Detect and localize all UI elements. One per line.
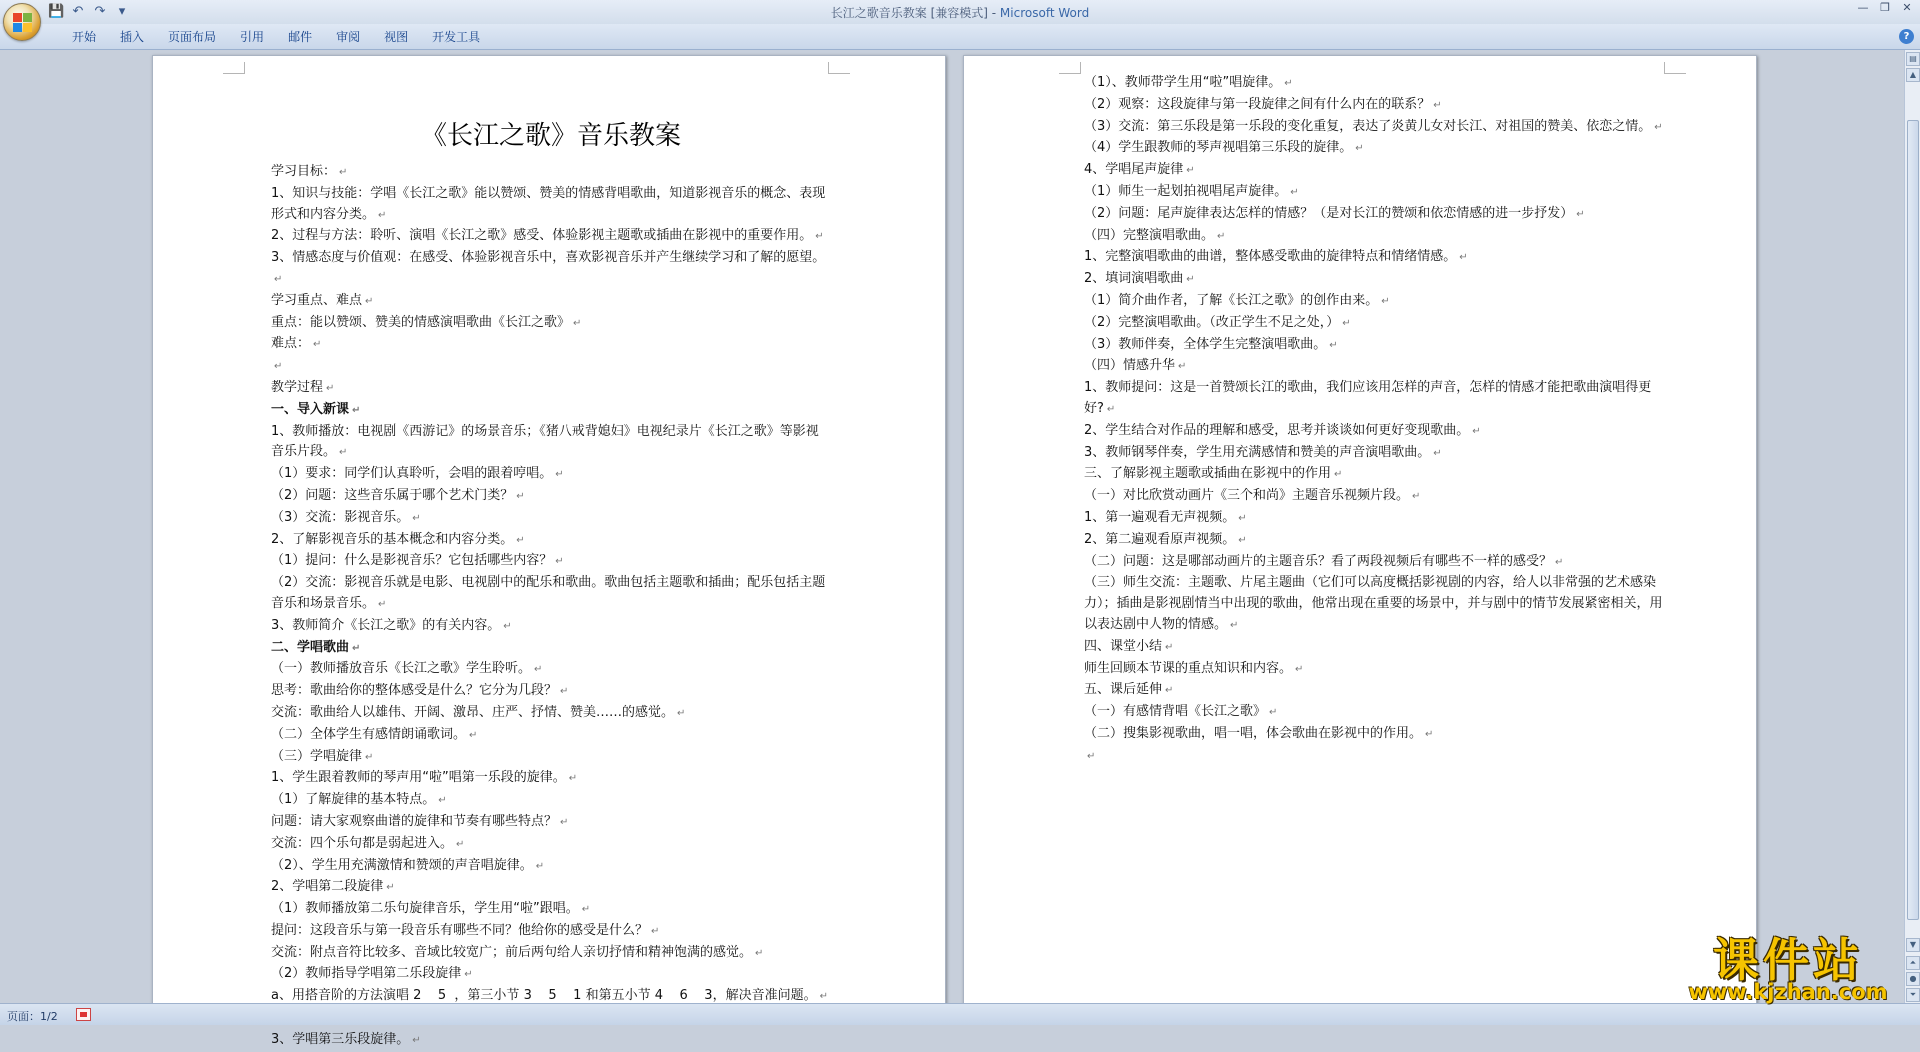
paragraph-mark-icon: ↵ <box>534 664 543 676</box>
paragraph <box>1084 637 1664 659</box>
paragraph <box>1084 724 1664 746</box>
paragraph <box>1084 702 1664 724</box>
paragraph-mark-icon: ↵ <box>1295 663 1304 675</box>
page-indicator[interactable]: 页面：1/2 <box>7 1010 58 1023</box>
margin-mark <box>223 62 245 74</box>
paragraph <box>1084 117 1664 139</box>
watermark-url: www.kjzhan.com <box>1688 980 1888 1004</box>
paragraph-text: 教学过程 <box>271 379 324 395</box>
paragraph-text: 交流：四个乐句都是弱起进入。 <box>271 835 454 851</box>
paragraph-text: 二、学唱歌曲 <box>271 639 350 655</box>
paragraph-text: 2、填词演唱歌曲 <box>1084 271 1184 287</box>
paragraph-mark-icon: ↵ <box>274 273 283 285</box>
paragraph-mark-icon: ↵ <box>516 534 525 546</box>
paragraph-text: a、用搭音阶的方法演唱 2 5 ，第三小节 3 5 1 和第五小节 4 6 3，解决音准问题。 <box>271 988 817 1004</box>
paragraph <box>271 530 831 552</box>
select-browse-object-icon[interactable]: ● <box>1906 972 1920 986</box>
customize-icon[interactable]: ▾ <box>118 4 126 19</box>
paragraph <box>271 877 831 899</box>
paragraph <box>271 681 831 703</box>
paragraph <box>271 856 831 878</box>
paragraph-mark-icon: ↵ <box>378 209 387 221</box>
paragraph <box>1084 573 1664 636</box>
proofing-icon[interactable] <box>76 1008 91 1021</box>
paragraph <box>271 162 831 184</box>
paragraph <box>1084 160 1664 182</box>
paragraph-text: 2、学生结合对作品的理解和感受，思考并谈谈如何更好变现歌曲。 <box>1084 422 1470 438</box>
paragraph <box>1084 421 1664 443</box>
paragraph-mark-icon: ↵ <box>365 295 374 307</box>
ribbon <box>0 24 1920 50</box>
paragraph-mark-icon: ↵ <box>1165 641 1174 653</box>
paragraph-text: （3）交流：第三乐段是第一乐段的变化重复，表达了炎黄儿女对长江、对祖国的赞美、依恋之情。 <box>1084 118 1652 134</box>
paragraph-mark-icon: ↵ <box>412 512 421 524</box>
tab-mailings[interactable]: 邮件 <box>288 30 313 44</box>
paragraph-text: 3、教师简介《长江之歌》的有关内容。 <box>271 617 501 633</box>
paragraph-mark-icon: ↵ <box>555 469 564 481</box>
paragraph-text: 4、学唱尾声旋律 <box>1084 162 1184 178</box>
paragraph-mark-icon: ↵ <box>1178 361 1187 373</box>
tab-developer[interactable]: 开发工具 <box>432 30 481 44</box>
paragraph <box>1084 247 1664 269</box>
vertical-scrollbar[interactable] <box>1904 50 1920 1003</box>
tab-review[interactable]: 审阅 <box>336 30 361 44</box>
paragraph-mark-icon: ↵ <box>352 404 361 416</box>
paragraph-mark-icon: ↵ <box>1425 728 1434 740</box>
paragraph <box>1084 335 1664 357</box>
paragraph-mark-icon: ↵ <box>1381 295 1390 307</box>
paragraph-mark-icon: ↵ <box>412 1034 421 1046</box>
paragraph <box>271 1030 831 1052</box>
paragraph-text: 1、教师播放：电视剧《西游记》的场景音乐；《猪八戒背媳妇》电视纪录片《长江之歌》等影视音乐片段。 <box>271 423 819 460</box>
paragraph-text: 1、知识与技能：学唱《长江之歌》能以赞颂、赞美的情感背唱歌曲，知道影视音乐的概念、表现形式和内容分类。 <box>271 185 826 222</box>
tab-page-layout[interactable]: 页面布局 <box>168 30 217 44</box>
paragraph-text: 三、了解影视主题歌或插曲在影视中的作用 <box>1084 466 1332 482</box>
paragraph <box>271 964 831 986</box>
paragraph-text: （1）了解旋律的基本特点。 <box>271 792 436 808</box>
status-bar <box>0 1003 1920 1025</box>
paragraph-text: （2）问题：尾声旋律表达怎样的情感？（是对长江的赞颂和依恋情感的进一步抒发） <box>1084 205 1574 221</box>
page-2-body <box>1084 73 1664 768</box>
paragraph-mark-icon: ↵ <box>1433 447 1442 459</box>
paragraph-mark-icon: ↵ <box>1284 78 1293 89</box>
paragraph <box>271 573 831 616</box>
paragraph-text: 3、学唱第三乐段旋律。 <box>271 1031 410 1047</box>
undo-icon[interactable]: ↶ <box>72 4 84 19</box>
paragraph-mark-icon: ↵ <box>1576 208 1585 220</box>
paragraph <box>1084 464 1664 486</box>
paragraph <box>1084 226 1664 248</box>
paragraph-text: 四、课堂小结 <box>1084 638 1163 654</box>
paragraph-mark-icon: ↵ <box>469 729 478 741</box>
paragraph <box>1084 356 1664 378</box>
paragraph-mark-icon: ↵ <box>339 167 348 178</box>
document-page-1[interactable] <box>152 55 946 1047</box>
paragraph-text: （二）全体学生有感情朗诵歌词。 <box>271 726 467 742</box>
paragraph-text: （三）学唱旋律 <box>271 748 363 764</box>
paragraph-text: （二）问题：这是哪部动画片的主题音乐？看了两段视频后有哪些不一样的感受？ <box>1084 553 1553 569</box>
paragraph <box>271 400 831 422</box>
paragraph-mark-icon: ↵ <box>1329 339 1338 351</box>
paragraph-mark-icon: ↵ <box>1230 619 1239 631</box>
paragraph-text: 思考：歌曲给你的整体感受是什么？它分为几段？ <box>271 683 558 699</box>
paragraph-mark-icon: ↵ <box>1290 186 1299 198</box>
scrollbar-thumb[interactable] <box>1907 120 1919 920</box>
paragraph-text: 师生回顾本节课的重点知识和内容。 <box>1084 660 1293 676</box>
previous-page-icon[interactable]: ⏶ <box>1906 956 1920 970</box>
paragraph-mark-icon: ↵ <box>560 816 569 828</box>
save-icon[interactable]: 💾 <box>48 4 65 19</box>
paragraph-text: 3、教师钢琴伴奏，学生用充满感情和赞美的声音演唱歌曲。 <box>1084 444 1431 460</box>
paragraph-mark-icon: ↵ <box>1217 230 1226 242</box>
paragraph-mark-icon: ↵ <box>755 947 764 959</box>
paragraph <box>271 703 831 725</box>
paragraph-mark-icon: ↵ <box>1087 750 1096 762</box>
margin-mark <box>1059 62 1081 74</box>
tab-references[interactable]: 引用 <box>240 30 265 44</box>
paragraph-mark-icon: ↵ <box>1186 274 1195 286</box>
paragraph <box>271 291 831 313</box>
app-name: Microsoft Word <box>999 6 1090 20</box>
paragraph-text: 2、第二遍观看原声视频。 <box>1084 531 1236 547</box>
minimize-icon[interactable]: — <box>1857 1 1869 14</box>
window-controls <box>1854 0 1916 16</box>
paragraph-mark-icon: ↵ <box>1269 707 1278 719</box>
paragraph-text: 学习重点、难点 <box>271 292 363 308</box>
paragraph-text: （3）教师伴奏，全体学生完整演唱歌曲。 <box>1084 336 1327 352</box>
paragraph <box>1084 530 1664 552</box>
paragraph <box>1084 680 1664 702</box>
paragraph <box>1084 138 1664 160</box>
paragraph-text: （2）完整演唱歌曲。（改正学生不足之处，） <box>1084 314 1340 330</box>
paragraph <box>271 747 831 769</box>
close-icon[interactable]: ✕ <box>1902 1 1912 14</box>
paragraph-mark-icon: ↵ <box>352 642 361 654</box>
paragraph-text: 1、完整演唱歌曲的曲谱，整体感受歌曲的旋律特点和情绪情感。 <box>1084 249 1457 265</box>
paragraph <box>1084 182 1664 204</box>
paragraph-text: 2、过程与方法：聆听、演唱《长江之歌》感受、体验影视主题歌或插曲在影视中的重要作用。 <box>271 228 813 244</box>
paragraph <box>1084 508 1664 530</box>
paragraph-mark-icon: ↵ <box>573 317 582 329</box>
ribbon-tabs <box>60 29 492 45</box>
paragraph-text: 学习目标： <box>271 164 337 179</box>
paragraph-mark-icon: ↵ <box>568 773 578 785</box>
paragraph <box>1084 313 1664 335</box>
paragraph <box>1084 269 1664 291</box>
page-content <box>1084 73 1664 768</box>
tab-view[interactable]: 视图 <box>384 30 409 44</box>
paragraph-text: 五、课后延伸 <box>1084 682 1163 698</box>
paragraph-text: 1、学生跟着教师的琴声用“啦”唱第一乐段的旋律。 <box>271 770 566 786</box>
paragraph-mark-icon: ↵ <box>1186 165 1195 177</box>
paragraph-text: （四）完整演唱歌曲。 <box>1084 227 1215 243</box>
paragraph <box>271 638 831 660</box>
paragraph-text: （2）教师指导学唱第二乐段旋律 <box>271 966 462 982</box>
paragraph-mark-icon: ↵ <box>677 707 686 719</box>
scroll-up-icon[interactable]: ▲ <box>1906 68 1920 82</box>
paragraph <box>271 378 831 400</box>
paragraph-text: 交流：歌曲给人以雄伟、开阔、激昂、庄严、抒情、赞美……的感觉。 <box>271 704 675 720</box>
tab-insert[interactable]: 插入 <box>120 30 145 44</box>
paragraph-text: 3、情感态度与价值观：在感受、体验影视音乐中，喜欢影视音乐并产生继续学习和了解的愿望。 <box>271 250 826 266</box>
paragraph-mark-icon: ↵ <box>1555 556 1564 568</box>
paragraph-mark-icon: ↵ <box>386 882 395 894</box>
paragraph <box>271 464 831 486</box>
paragraph-mark-icon: ↵ <box>1355 143 1364 155</box>
window-title: 长江之歌音乐教案 [兼容模式] - Microsoft Word <box>830 6 1090 20</box>
paragraph-mark-icon: ↵ <box>274 361 283 373</box>
margin-mark <box>828 62 850 74</box>
paragraph <box>271 768 831 790</box>
paragraph-mark-icon: ↵ <box>1412 491 1421 503</box>
paragraph-text: （1）提问：什么是影视音乐？它包括哪些内容？ <box>271 553 553 569</box>
paragraph <box>271 659 831 681</box>
paragraph <box>271 184 831 227</box>
paragraph <box>271 790 831 812</box>
paragraph <box>271 943 831 965</box>
paragraph-mark-icon: ↵ <box>1342 317 1351 329</box>
paragraph-text: （一）有感情背唱《长江之歌》 <box>1084 704 1267 720</box>
paragraph-text: （2）问题：这些音乐属于哪个艺术门类？ <box>271 487 514 503</box>
paragraph-text: （一）教师播放音乐《长江之歌》学生聆听。 <box>271 661 532 677</box>
paragraph-text: （1）简介曲作者，了解《长江之歌》的创作由来。 <box>1084 292 1379 308</box>
next-page-icon[interactable]: ⏷ <box>1906 988 1920 1002</box>
paragraph-text: 难点： <box>271 336 311 352</box>
paragraph-mark-icon: ↵ <box>456 838 465 850</box>
paragraph-text: （四）情感升华 <box>1084 358 1176 374</box>
paragraph <box>1084 486 1664 508</box>
paragraph <box>271 248 831 291</box>
paragraph <box>1084 291 1664 313</box>
paragraph <box>1084 95 1664 117</box>
paragraph-mark-icon: ↵ <box>503 620 512 632</box>
paragraph-text: （3）交流：影视音乐。 <box>271 509 410 525</box>
scroll-down-icon[interactable]: ▼ <box>1906 938 1920 952</box>
ruler-toggle-icon[interactable]: ▤ <box>1906 52 1920 66</box>
tab-home[interactable]: 开始 <box>72 30 97 44</box>
margin-mark <box>1664 62 1686 74</box>
paragraph-text: 1、教师提问：这是一首赞颂长江的歌曲，我们应该用怎样的声音，怎样的情感才能把歌曲演唱得更好? <box>1084 380 1652 416</box>
paragraph-mark-icon: ↵ <box>1459 252 1468 264</box>
office-logo-icon <box>13 13 33 33</box>
paragraph-mark-icon: ↵ <box>378 598 387 610</box>
paragraph-mark-icon: ↵ <box>1238 512 1247 524</box>
paragraph <box>1084 659 1664 681</box>
paragraph-mark-icon: ↵ <box>815 231 824 243</box>
paragraph <box>271 334 831 356</box>
restore-icon[interactable]: ❐ <box>1880 1 1890 14</box>
paragraph-text: （1）、教师带学生用“啦”唱旋律。 <box>1084 75 1282 90</box>
paragraph-text: （1）要求：同学们认真聆听，会唱的跟着哼唱。 <box>271 466 553 482</box>
paragraph <box>271 834 831 856</box>
redo-icon[interactable]: ↷ <box>94 4 106 19</box>
paragraph-mark-icon: ↵ <box>1654 121 1663 133</box>
paragraph-text: （一）对比欣赏动画片《三个和尚》主题音乐视频片段。 <box>1084 488 1410 504</box>
paragraph-mark-icon: ↵ <box>1334 469 1343 481</box>
paragraph <box>271 725 831 747</box>
paragraph-text: 2、了解影视音乐的基本概念和内容分类。 <box>271 531 514 547</box>
paragraph <box>1084 552 1664 574</box>
paragraph-mark-icon: ↵ <box>560 686 569 698</box>
page-content <box>271 118 831 1052</box>
paragraph <box>1084 378 1664 421</box>
paragraph-text: 问题：请大家观察曲谱的旋律和节奏有哪些特点？ <box>271 813 558 829</box>
document-page-2[interactable] <box>963 55 1757 1015</box>
paragraph-mark-icon: ↵ <box>581 904 591 916</box>
paragraph-text: （4）学生跟教师的琴声视唱第三乐段的旋律。 <box>1084 140 1353 156</box>
paragraph <box>1084 443 1664 465</box>
paragraph-text: 交流：附点音符比较多、音域比较宽广；前后两句给人亲切抒情和精神饱满的感觉。 <box>271 944 753 960</box>
paragraph-mark-icon: ↵ <box>819 991 828 1003</box>
paragraph <box>1084 73 1664 95</box>
paragraph <box>1084 204 1664 226</box>
paragraph-text: 一、导入新课 <box>271 401 350 417</box>
paragraph-mark-icon: ↵ <box>313 339 322 351</box>
paragraph-text: （三）师生交流：主题歌、片尾主题曲（它们可以高度概括影视剧的内容，给人以非常强的艺术感染力）；插曲是影视剧情当中出现的歌曲，他常出现在重要的场景中，并与剧中的情节发展紧密相关，用以表达剧中人物的情感。 <box>1084 575 1663 632</box>
paragraph-mark-icon: ↵ <box>555 556 564 568</box>
document-title: 《长江之歌》音乐教案 <box>420 121 681 151</box>
paragraph-text: 提问：这段音乐与第一段音乐有哪些不同？他给你的感受是什么？ <box>271 922 649 938</box>
paragraph-mark-icon: ↵ <box>1433 99 1442 111</box>
paragraph-text: 2、学唱第二段旋律 <box>271 879 384 895</box>
paragraph <box>271 812 831 834</box>
paragraph-mark-icon: ↵ <box>535 860 545 872</box>
paragraph-mark-icon: ↵ <box>1106 403 1116 415</box>
paragraph <box>271 899 831 921</box>
paragraph-text: 1、第一遍观看无声视频。 <box>1084 509 1236 525</box>
paragraph-mark-icon: ↵ <box>1165 685 1174 697</box>
paragraph-text: （二）搜集影视歌曲，唱一唱，体会歌曲在影视中的作用。 <box>1084 725 1423 741</box>
paragraph-text: （1）师生一起划拍视唱尾声旋律。 <box>1084 183 1288 199</box>
paragraph-mark-icon: ↵ <box>1472 425 1481 437</box>
paragraph <box>271 313 831 335</box>
paragraph-mark-icon: ↵ <box>339 447 348 459</box>
help-icon[interactable]: ? <box>1899 29 1914 44</box>
paragraph-mark-icon: ↵ <box>651 925 660 937</box>
paragraph-mark-icon: ↵ <box>1238 534 1247 546</box>
paragraph-mark-icon: ↵ <box>326 382 335 394</box>
paragraph-mark-icon: ↵ <box>464 969 473 981</box>
paragraph <box>1084 746 1664 768</box>
paragraph-text: （2）、学生用充满激情和赞颂的声音唱旋律。 <box>271 857 533 873</box>
paragraph <box>271 422 831 465</box>
paragraph <box>271 226 831 248</box>
paragraph <box>271 616 831 638</box>
watermark-title: 课件站 <box>1713 933 1863 987</box>
office-button[interactable] <box>3 3 41 41</box>
paragraph-mark-icon: ↵ <box>438 795 447 807</box>
paragraph-text: 重点：能以赞颂、赞美的情感演唱歌曲《长江之歌》 <box>271 314 571 330</box>
paragraph-text: （2）交流：影视音乐就是电影、电视剧中的配乐和歌曲。歌曲包括主题歌和插曲；配乐包括主题音乐和场景音乐。 <box>271 575 826 611</box>
paragraph-mark-icon: ↵ <box>365 751 374 763</box>
paragraph-mark-icon: ↵ <box>516 490 525 502</box>
paragraph <box>271 486 831 508</box>
paragraph <box>271 508 831 530</box>
paragraph <box>271 356 831 378</box>
paragraph-text: （2）观察：这段旋律与第一段旋律之间有什么内在的联系？ <box>1084 96 1431 112</box>
title-bar <box>0 0 1920 24</box>
paragraph <box>271 921 831 943</box>
paragraph <box>271 551 831 573</box>
page-1-body <box>271 162 831 1052</box>
paragraph-text: （1）教师播放第二乐句旋律音乐，学生用“啦”跟唱。 <box>271 901 579 917</box>
